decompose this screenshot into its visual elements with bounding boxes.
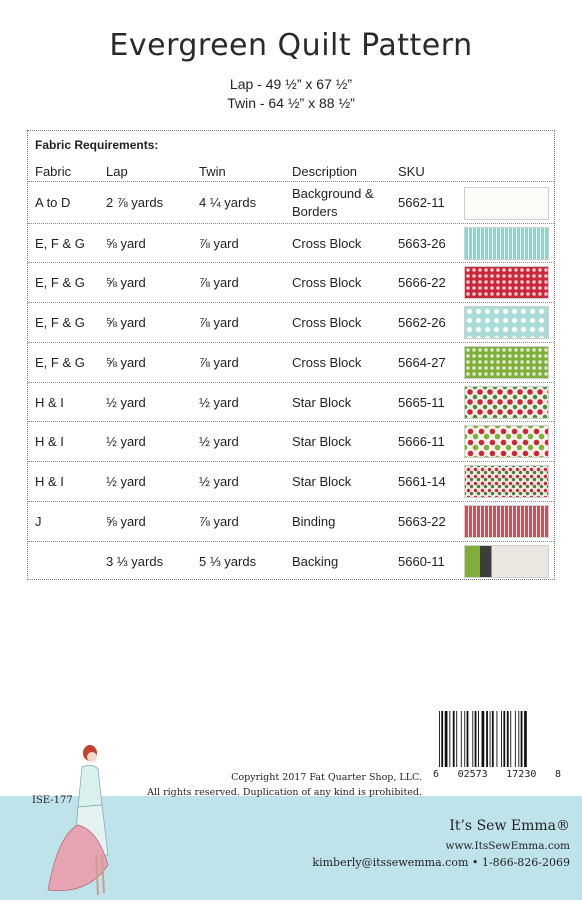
cell-lap: 3 ⅓ yards bbox=[106, 553, 164, 569]
table-row bbox=[28, 382, 554, 422]
barcode bbox=[433, 711, 561, 783]
cell-fabric: A to D bbox=[35, 195, 71, 210]
lap-size: Lap - 49 ½” x 67 ½” bbox=[229, 76, 353, 92]
barcode-bar bbox=[501, 711, 502, 767]
fabric-requirements-table bbox=[27, 130, 555, 580]
fabric-swatch bbox=[464, 187, 549, 220]
cell-sku: 5661-14 bbox=[398, 473, 446, 489]
rights-line: All rights reserved. Duplication of any kind is prohibited. bbox=[147, 787, 422, 798]
col-header-fabric: Fabric bbox=[35, 164, 72, 179]
cell-lap: ½ yard bbox=[106, 473, 146, 489]
col-header-sku: SKU bbox=[398, 164, 425, 179]
barcode-bar bbox=[497, 711, 498, 767]
barcode-bar bbox=[507, 711, 509, 767]
cell-lap: ⅝ yard bbox=[106, 314, 146, 330]
barcode-bar bbox=[441, 711, 443, 767]
girl-illustration bbox=[38, 735, 128, 900]
col-header-lap: Lap bbox=[106, 164, 128, 179]
fabric-swatch bbox=[464, 227, 549, 260]
cell-twin: ½ yard bbox=[199, 473, 239, 489]
fabric-swatch bbox=[464, 505, 549, 538]
barcode-bar bbox=[524, 711, 527, 767]
cell-sku: 5666-22 bbox=[398, 274, 446, 290]
cell-fabric: E, F & G bbox=[35, 354, 85, 370]
barcode-bar bbox=[518, 711, 519, 767]
barcode-bar bbox=[439, 711, 440, 767]
barcode-bar bbox=[492, 711, 494, 767]
barcode-bar bbox=[475, 711, 477, 767]
barcode-bar bbox=[449, 711, 450, 767]
table-row bbox=[28, 223, 554, 263]
table-row bbox=[28, 461, 554, 501]
barcode-bar bbox=[461, 711, 462, 767]
barcode-digit-group: 17230 bbox=[506, 769, 537, 780]
cell-twin: ⅞ yard bbox=[199, 314, 239, 330]
cell-twin: ⅞ yard bbox=[199, 354, 239, 370]
contact-info[interactable]: kimberly@itssewemma.com • 1-866-826-2069 bbox=[312, 856, 570, 869]
fabric-swatch bbox=[464, 386, 549, 419]
cell-description: Background & bbox=[292, 186, 374, 201]
cell-description: Binding bbox=[292, 513, 336, 529]
cell-fabric: H & I bbox=[35, 433, 64, 449]
cell-fabric: J bbox=[35, 513, 42, 529]
barcode-bar bbox=[464, 711, 465, 767]
cell-description-line2: Borders bbox=[292, 204, 338, 219]
barcode-bar bbox=[472, 711, 473, 767]
cell-twin: ⅞ yard bbox=[199, 513, 239, 529]
fabric-swatch bbox=[464, 346, 549, 379]
cell-lap: ⅝ yard bbox=[106, 513, 146, 529]
barcode-bar bbox=[490, 711, 491, 767]
cell-lap: 2 ⅞ yards bbox=[106, 195, 164, 210]
cell-sku: 5665-11 bbox=[398, 394, 445, 410]
cell-twin: ⅞ yard bbox=[199, 274, 239, 290]
brand-name: It’s Sew Emma® bbox=[449, 818, 570, 834]
website-link[interactable]: www.ItsSewEmma.com bbox=[445, 840, 570, 852]
table-row bbox=[28, 302, 554, 342]
barcode-bar bbox=[453, 711, 455, 767]
twin-size: Twin - 64 ½” x 88 ½” bbox=[227, 95, 355, 111]
cell-twin: ½ yard bbox=[199, 433, 239, 449]
col-header-description: Description bbox=[292, 164, 358, 179]
cell-sku: 5666-11 bbox=[398, 433, 445, 449]
cell-fabric: E, F & G bbox=[35, 314, 85, 330]
barcode-bar bbox=[467, 711, 469, 767]
copyright-line: Copyright 2017 Fat Quarter Shop, LLC. bbox=[231, 772, 422, 783]
pattern-title: Evergreen Quilt Pattern bbox=[109, 28, 473, 63]
cell-sku: 5663-26 bbox=[398, 235, 446, 251]
cell-description: Cross Block bbox=[292, 274, 362, 290]
fabric-swatch bbox=[464, 266, 549, 299]
cell-twin: ½ yard bbox=[199, 394, 239, 410]
cell-description: Star Block bbox=[292, 433, 352, 449]
cell-lap: ½ yard bbox=[106, 433, 146, 449]
barcode-bar bbox=[515, 711, 516, 767]
table-row bbox=[28, 501, 554, 541]
cell-fabric: E, F & G bbox=[35, 274, 85, 290]
cell-lap: ⅝ yard bbox=[106, 354, 146, 370]
barcode-bar bbox=[503, 711, 505, 767]
fabric-swatch bbox=[464, 306, 549, 339]
barcode-lines bbox=[437, 711, 557, 769]
copyright-notice bbox=[130, 770, 422, 800]
barcode-bar bbox=[510, 711, 511, 767]
cell-fabric: E, F & G bbox=[35, 235, 85, 251]
cell-description: Backing bbox=[292, 553, 339, 569]
table-heading: Fabric Requirements: bbox=[35, 138, 159, 152]
cell-twin: 4 ¼ yards bbox=[199, 195, 257, 210]
table-row bbox=[28, 421, 554, 461]
cell-lap: ⅝ yard bbox=[106, 274, 146, 290]
table-row bbox=[28, 342, 554, 382]
fabric-swatch bbox=[464, 465, 549, 498]
barcode-bar bbox=[445, 711, 448, 767]
cell-description: Cross Block bbox=[292, 354, 362, 370]
cell-sku: 5662-26 bbox=[398, 314, 446, 330]
cell-lap: ⅝ yard bbox=[106, 235, 146, 251]
barcode-bar bbox=[482, 711, 485, 767]
barcode-digit-group: 8 bbox=[554, 769, 561, 780]
cell-twin: ⅞ yard bbox=[199, 235, 239, 251]
cell-lap: ½ yard bbox=[106, 394, 146, 410]
barcode-digit-group: 6 bbox=[433, 769, 440, 780]
barcode-bar bbox=[521, 711, 523, 767]
fabric-swatch bbox=[464, 425, 549, 458]
table-row bbox=[28, 181, 554, 223]
cell-description: Cross Block bbox=[292, 314, 362, 330]
barcode-bar bbox=[486, 711, 488, 767]
table-row bbox=[28, 262, 554, 302]
cell-description: Cross Block bbox=[292, 235, 362, 251]
cell-description: Star Block bbox=[292, 394, 352, 410]
col-header-twin: Twin bbox=[199, 164, 226, 179]
cell-sku: 5662-11 bbox=[398, 195, 445, 210]
cell-twin: 5 ⅓ yards bbox=[199, 553, 257, 569]
item-code: ISE-177 bbox=[32, 795, 73, 806]
cell-sku: 5660-11 bbox=[398, 553, 445, 569]
cell-fabric: H & I bbox=[35, 394, 64, 410]
cell-description: Star Block bbox=[292, 473, 352, 489]
cell-sku: 5664-27 bbox=[398, 354, 446, 370]
barcode-bar bbox=[456, 711, 457, 767]
cell-sku: 5663-22 bbox=[398, 513, 446, 529]
barcode-bar bbox=[478, 711, 479, 767]
barcode-number bbox=[433, 769, 561, 780]
table-row bbox=[28, 541, 554, 581]
fabric-swatch bbox=[464, 545, 549, 578]
cell-fabric: H & I bbox=[35, 473, 64, 489]
barcode-digit-group: 02573 bbox=[457, 769, 488, 780]
